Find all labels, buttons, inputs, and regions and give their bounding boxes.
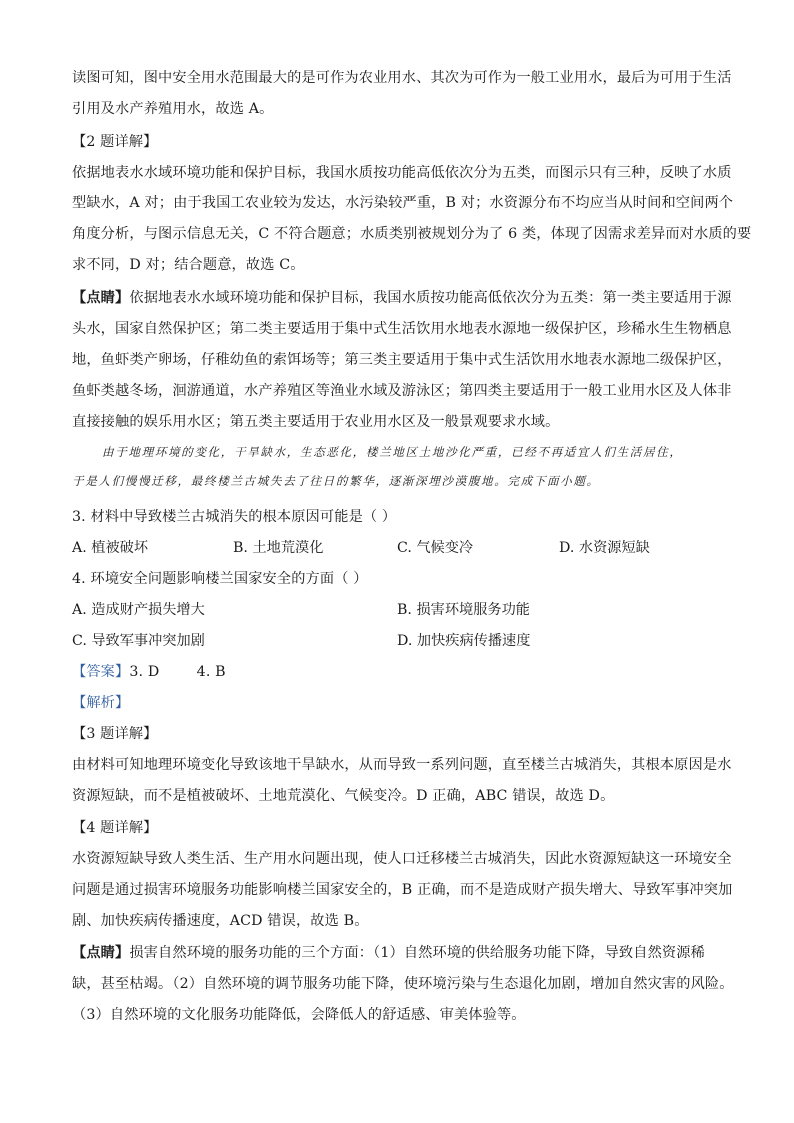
dianjing-tag: 【点睛】 <box>72 290 130 306</box>
paragraph-line: 剧、加快疾病传播速度，ACD 错误，故选 B。 <box>72 913 369 929</box>
analysis-tag: 【解析】 <box>72 695 130 711</box>
answer-tag: 【答案】 <box>72 664 130 680</box>
material-line: 由于地理环境的变化，干旱缺水，生态恶化，楼兰地区土地沙化严重，已经不再适宜人们生活居住， <box>102 445 683 459</box>
material-line: 于是人们慢慢迁移，最终楼兰古城失去了往日的繁华，逐渐深埋沙漠腹地。完成下面小题。 <box>72 474 600 488</box>
paragraph-line: 鱼虾类越冬场，洄游通道，水产养殖区等渔业水域及游泳区；第四类主要适用于一般工业用水区及人体非 <box>72 383 732 399</box>
paragraph-line: 水资源短缺导致人类生活、生产用水问题出现，使人口迁移楼兰古城消失，因此水资源短缺这一环境安全 <box>72 851 732 867</box>
answer-line <box>72 661 226 681</box>
paragraph-line <box>72 942 705 962</box>
paragraph-line: 问题是通过损害环境服务功能影响楼兰国家安全的，B 正确，而不是造成财产损失增大、导致军事冲突加 <box>72 882 733 898</box>
q4-option-d: D. 加快疾病传播速度 <box>397 633 531 649</box>
dianjing-tag: 【点睛】 <box>72 945 130 961</box>
paragraph-line: 依据地表水水域环境功能和保护目标，我国水质按功能高低依次分为五类，而图示只有三种，反映了水质 <box>72 165 732 181</box>
q4-option-c: C. 导致军事冲突加剧 <box>72 633 205 649</box>
paragraph-line: 地，鱼虾类产卵场，仔稚幼鱼的索饵场等；第三类主要适用于集中式生活饮用水地表水源地二级保护区， <box>72 352 732 368</box>
paragraph-line: 直接接触的娱乐用水区；第五类主要适用于农业用水区及一般景观要求水域。 <box>72 414 560 430</box>
paragraph-line: 资源短缺，而不是植被破坏、土地荒漠化、气候变冷。D 正确，ABC 错误，故选 D。 <box>72 788 615 804</box>
paragraph-line: 型缺水，A 对；由于我国工农业较为发达，水污染较严重，B 对；水资源分布不均应当从时间和空间两个 <box>72 195 734 211</box>
paragraph-line: （3）自然环境的文化服务功能降低，会降低人的舒适感、审美体验等。 <box>72 1007 526 1023</box>
section-heading: 【3 题详解】 <box>72 726 158 742</box>
paragraph-line: 缺，甚至枯竭。（2）自然环境的调节服务功能下降，使环境污染与生态退化加剧，增加自然灾害的风险。 <box>72 976 734 992</box>
paragraph-line: 由材料可知地理环境变化导致该地干旱缺水，从而导致一系列问题，直至楼兰古城消失，其根本原因是水 <box>72 757 732 773</box>
q3-option-b: B. 土地荒漠化 <box>233 540 324 556</box>
q3-option-a: A. 植被破坏 <box>72 540 149 556</box>
q3-option-d: D. 水资源短缺 <box>559 540 650 556</box>
answer-text: 3. D 4. B <box>129 664 226 680</box>
paragraph-line: 头水，国家自然保护区；第二类主要适用于集中式生活饮用水地表水源地一级保护区，珍稀水生生物栖息 <box>72 321 732 337</box>
question-3-stem: 3. 材料中导致楼兰古城消失的根本原因可能是（ ） <box>72 509 397 525</box>
q4-option-a: A. 造成财产损失增大 <box>72 602 205 618</box>
question-4-stem: 4. 环境安全问题影响楼兰国家安全的方面（ ） <box>72 571 368 587</box>
q4-option-b: B. 损害环境服务功能 <box>397 602 530 618</box>
paragraph-line: 读图可知，图中安全用水范围最大的是可作为农业用水、其次为可作为一般工业用水，最后为可用于生活 <box>72 70 732 86</box>
paragraph-line: 引用及水产养殖用水，故选 A。 <box>72 101 274 117</box>
section-heading: 【4 题详解】 <box>72 820 158 836</box>
q3-option-c: C. 气候变冷 <box>397 540 474 556</box>
dianjing-text: 损害自然环境的服务功能的三个方面：（1）自然环境的供给服务功能下降，导致自然资源稀 <box>129 945 705 961</box>
dianjing-text: 依据地表水水域环境功能和保护目标，我国水质按功能高低依次分为五类：第一类主要适用于源 <box>129 290 732 306</box>
section-heading: 【2 题详解】 <box>72 134 158 150</box>
paragraph-line <box>72 287 732 307</box>
paragraph-line: 求不同，D 对；结合题意，故选 C。 <box>72 257 305 273</box>
paragraph-line: 角度分析，与图示信息无关，C 不符合题意；水质类别被规划分为了 6 类，体现了因需求差异而对水质的要 <box>72 226 752 242</box>
